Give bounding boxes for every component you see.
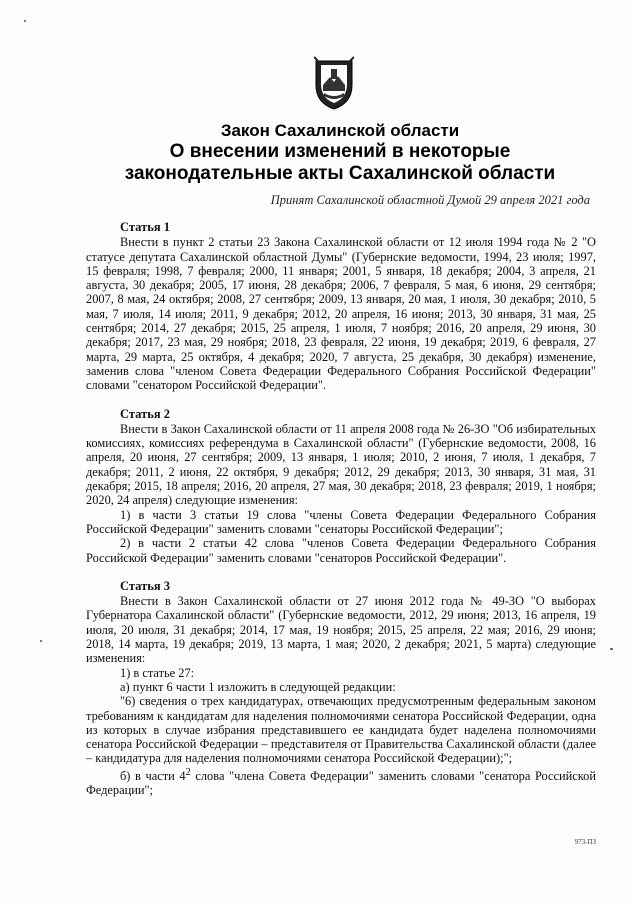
- document-code: 973-ПЗ: [574, 838, 596, 846]
- article-3-subitem-b: [86, 766, 596, 798]
- document-body: [86, 220, 596, 797]
- article-1-paragraph: Внести в пункт 2 статьи 23 Закона Сахалинской области от 12 июля 1994 года № 2 "О статусе депутата Сахалинской областной Думы" (Губернские ведомости, 1994, 23 июля; 1997, 15 февраля; 1998, 7 февраля; 2000, 11 января; 2001, 5 января, 18 декабря; 2004, 3 апреля, 21 августа, 30 декабря; 2005, 17 июня, 28 декабря; 2006, 7 февраля, 5 мая, 6 июня, 29 сентября; 2007, 8 мая, 24 октября; 2008, 27 сентября; 2009, 13 января, 20 мая, 1 июля, 30 декабря; 2010, 5 мая, 7 июля, 14 июля; 2011, 9 декабря; 2012, 20 апреля, 16 июня; 2013, 30 января, 31 мая, 25 сентября; 2014, 27 декабря; 2015, 25 апреля, 1 июля, 7 ноября; 2016, 20 апреля, 29 июня, 30 декабря; 2017, 23 мая, 29 ноября; 2018, 23 февраля, 22 июня, 19 декабря; 2019, 6 февраля, 27 марта, 29 марта, 25 октября, 4 декабря; 2020, 7 августа, 25 декабря, 30 декабря) изменение, заменив слова "членом Совета Федерации Федерального Собрания Российской Федерации" словами "сенатором Российской Федерации".: [86, 235, 596, 393]
- subitem-b-superscript: 2: [185, 766, 191, 778]
- article-3-subitem-a: а) пункт 6 части 1 изложить в следующей редакции:: [120, 679, 396, 694]
- article-3-item-1: 1) в статье 27:: [120, 665, 195, 680]
- article-2-item-1: 1) в части 3 статьи 19 слова "члены Совета Федерации Федерального Собрания Российской Федерации" заменить словами "сенаторы Российской Федерации";: [86, 507, 596, 536]
- law-title-line-2: О внесении изменений в некоторые: [169, 141, 511, 162]
- article-2-paragraph: Внести в Закон Сахалинской области от 11 апреля 2008 года № 26-ЗО "Об избирательных комиссиях, комиссиях референдума в Сахалинской области" (Губернские ведомости, 2008, 16 апреля, 20 июня, 27 сентября; 2009, 13 января, 1 июля; 2010, 2 июня, 7 июля, 1 декабря, 7 декабря; 2011, 2 июня, 22 октября, 9 декабря; 2012, 29 декабря; 2013, 30 января, 31 мая, 31 декабря; 2015, 18 апреля; 2016, 20 апреля, 27 мая, 30 декабря; 2018, 23 февраля; 2019, 1 ноября; 2020, 24 апреля) следующие изменения:: [86, 421, 596, 508]
- scan-speck: [610, 648, 613, 650]
- law-title-line-3: законодательные акты Сахалинской области: [124, 163, 556, 184]
- article-3-quoted-text: "6) сведения о трех кандидатурах, отвечающих предусмотренным федеральным законом требованиям к кандидатам для наделения полномочиями сенатора Российской Федерации, одна из которых в случае избрания представившего ее кандидата будет наделена полномочиями сенатора Российской Федерации – представителя от Правительства Сахалинской области (далее – кандидатура для наделения полномочиями сенатора Российской Федерации);";: [86, 694, 596, 766]
- adoption-note: Принят Сахалинской областной Думой 29 апреля 2021 года: [270, 193, 590, 207]
- article-2-item-2: 2) в части 2 статьи 42 слова "членов Совета Федерации Федерального Собрания Российской Федерации" заменить словами "сенаторов Российской Федерации".: [86, 536, 596, 565]
- subitem-b-start: б) в части 4: [120, 768, 186, 783]
- scan-speck: [24, 20, 26, 22]
- article-3-paragraph: Внести в Закон Сахалинской области от 27 июня 2012 года № 49-ЗО "О выборах Губернатора Сахалинской области" (Губернские ведомости, 2012, 29 июня; 2013, 16 апреля, 19 июля, 20 июля, 31 декабря; 2014, 17 мая, 19 ноября; 2015, 25 апреля, 22 мая; 2016, 29 июня; 2018, 14 марта, 19 декабря; 2019, 13 марта, 1 мая; 2020, 2 декабря; 2021, 5 марта) следующие изменения:: [86, 594, 596, 666]
- article-2-heading: Статья 2: [120, 406, 170, 421]
- article-3-heading: Статья 3: [120, 578, 170, 593]
- document-title: [80, 120, 600, 185]
- article-1-heading: Статья 1: [120, 220, 170, 234]
- subitem-b-end: слова "члена Совета Федерации" заменить словами "сенатора Российской Федерации";: [86, 768, 597, 798]
- law-title-line-1: Закон Сахалинской области: [220, 121, 460, 140]
- coat-of-arms-icon: [314, 55, 354, 111]
- scan-speck: [40, 640, 42, 642]
